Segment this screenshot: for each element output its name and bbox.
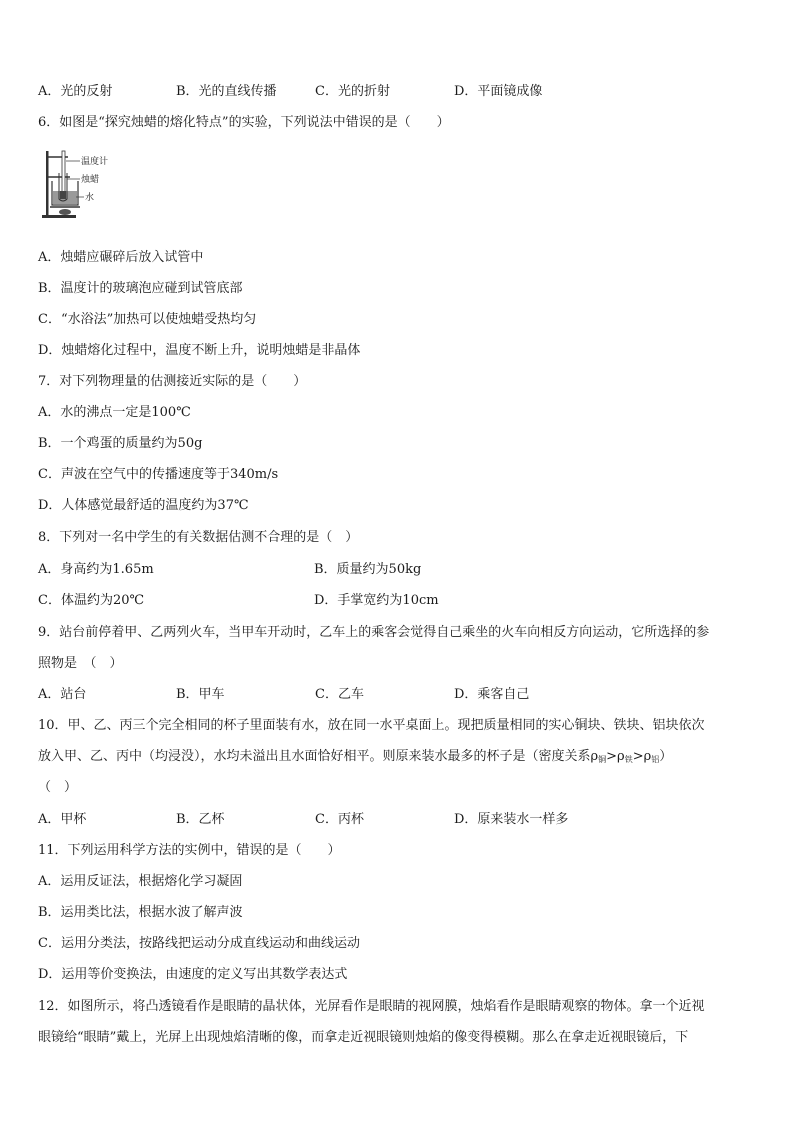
q10-stem-line2: 放入甲、乙、丙中（均浸没），水均未溢出且水面恰好相平。则原来装水最多的杯子是（密度关系$\rho_铜>\rho_铁>\rho_铝$） <box>38 749 673 764</box>
q5-option-b: B．光的直线传播 <box>176 84 277 99</box>
q10-stem-line1: 10．甲、乙、丙三个完全相同的杯子里面装有水，放在同一水平桌面上。现把质量相同的实心铜块、铁块、铝块依次 <box>38 718 705 733</box>
q6-stem: 6．如图是“探究烛蜡的熔化特点”的实验，下列说法中错误的是（ ） <box>38 115 450 130</box>
q10-option-c: C．丙杯 <box>315 812 364 827</box>
q7-option-c: C．声波在空气中的传播速度等于340m/s <box>38 467 279 482</box>
figure-label-thermometer: 温度计 <box>81 157 109 167</box>
q10-option-a: A．甲杯 <box>38 812 87 827</box>
q10-option-b: B．乙杯 <box>176 812 225 827</box>
q5-option-a: A．光的反射 <box>38 84 113 99</box>
q11-stem: 11．下列运用科学方法的实例中，错误的是（ ） <box>38 843 341 858</box>
q8-option-c: C．体温约为20℃ <box>38 593 145 608</box>
q6-figure <box>38 147 118 223</box>
figure-label-water: 水 <box>85 193 95 203</box>
q9-stem-line2: 照物是 （ ） <box>38 656 123 671</box>
experiment-apparatus-image <box>38 147 118 223</box>
q6-option-a: A．烛蜡应碾碎后放入试管中 <box>38 250 204 265</box>
q11-option-a: A．运用反证法，根据熔化学习凝固 <box>38 874 243 889</box>
q9-option-b: B．甲车 <box>176 687 225 702</box>
q9-option-c: C．乙车 <box>315 687 364 702</box>
q11-option-b: B．运用类比法，根据水波了解声波 <box>38 905 243 920</box>
figure-label-wax: 烛蜡 <box>81 175 100 185</box>
q8-stem: 8．下列对一名中学生的有关数据估测不合理的是（ ） <box>38 530 359 545</box>
q7-stem: 7．对下列物理量的估测接近实际的是（ ） <box>38 374 307 389</box>
q11-option-d: D．运用等价变换法，由速度的定义写出其数学表达式 <box>38 967 348 982</box>
q10-stem-line3: （ ） <box>38 780 78 795</box>
q8-option-a: A．身高约为1.65m <box>38 562 154 577</box>
q5-option-d: D．平面镜成像 <box>454 84 543 99</box>
q9-option-d: D．乘客自己 <box>454 687 530 702</box>
q8-option-d: D．手掌宽约为10cm <box>314 593 439 608</box>
q7-option-d: D．人体感觉最舒适的温度约为37℃ <box>38 498 249 513</box>
q5-option-c: C．光的折射 <box>315 84 390 99</box>
q6-option-c: C．“水浴法”加热可以使烛蜡受热均匀 <box>38 312 257 327</box>
q9-stem-line1: 9．站台前停着甲、乙两列火车，当甲车开动时，乙车上的乘客会觉得自己乘坐的火车向相反方向运动，它所选择的参 <box>38 625 710 640</box>
q6-option-d: D．烛蜡熔化过程中，温度不断上升，说明烛蜡是非晶体 <box>38 343 361 358</box>
q11-option-c: C．运用分类法，按路线把运动分成直线运动和曲线运动 <box>38 936 360 951</box>
q12-stem-line2: 眼镜给“眼睛”戴上，光屏上出现烛焰清晰的像，而拿走近视眼镜则烛焰的像变得模糊。那么在拿走近视眼镜后，下 <box>38 1030 689 1045</box>
q7-option-a: A．水的沸点一定是100℃ <box>38 405 191 420</box>
q10-option-d: D．原来装水一样多 <box>454 812 569 827</box>
q12-stem-line1: 12．如图所示，将凸透镜看作是眼睛的晶状体，光屏看作是眼睛的视网膜，烛焰看作是眼睛观察的物体。拿一个近视 <box>38 999 705 1014</box>
q6-option-b: B．温度计的玻璃泡应碰到试管底部 <box>38 281 243 296</box>
q8-option-b: B．质量约为50kg <box>314 562 422 577</box>
q9-option-a: A．站台 <box>38 687 87 702</box>
q7-option-b: B．一个鸡蛋的质量约为50g <box>38 436 203 451</box>
